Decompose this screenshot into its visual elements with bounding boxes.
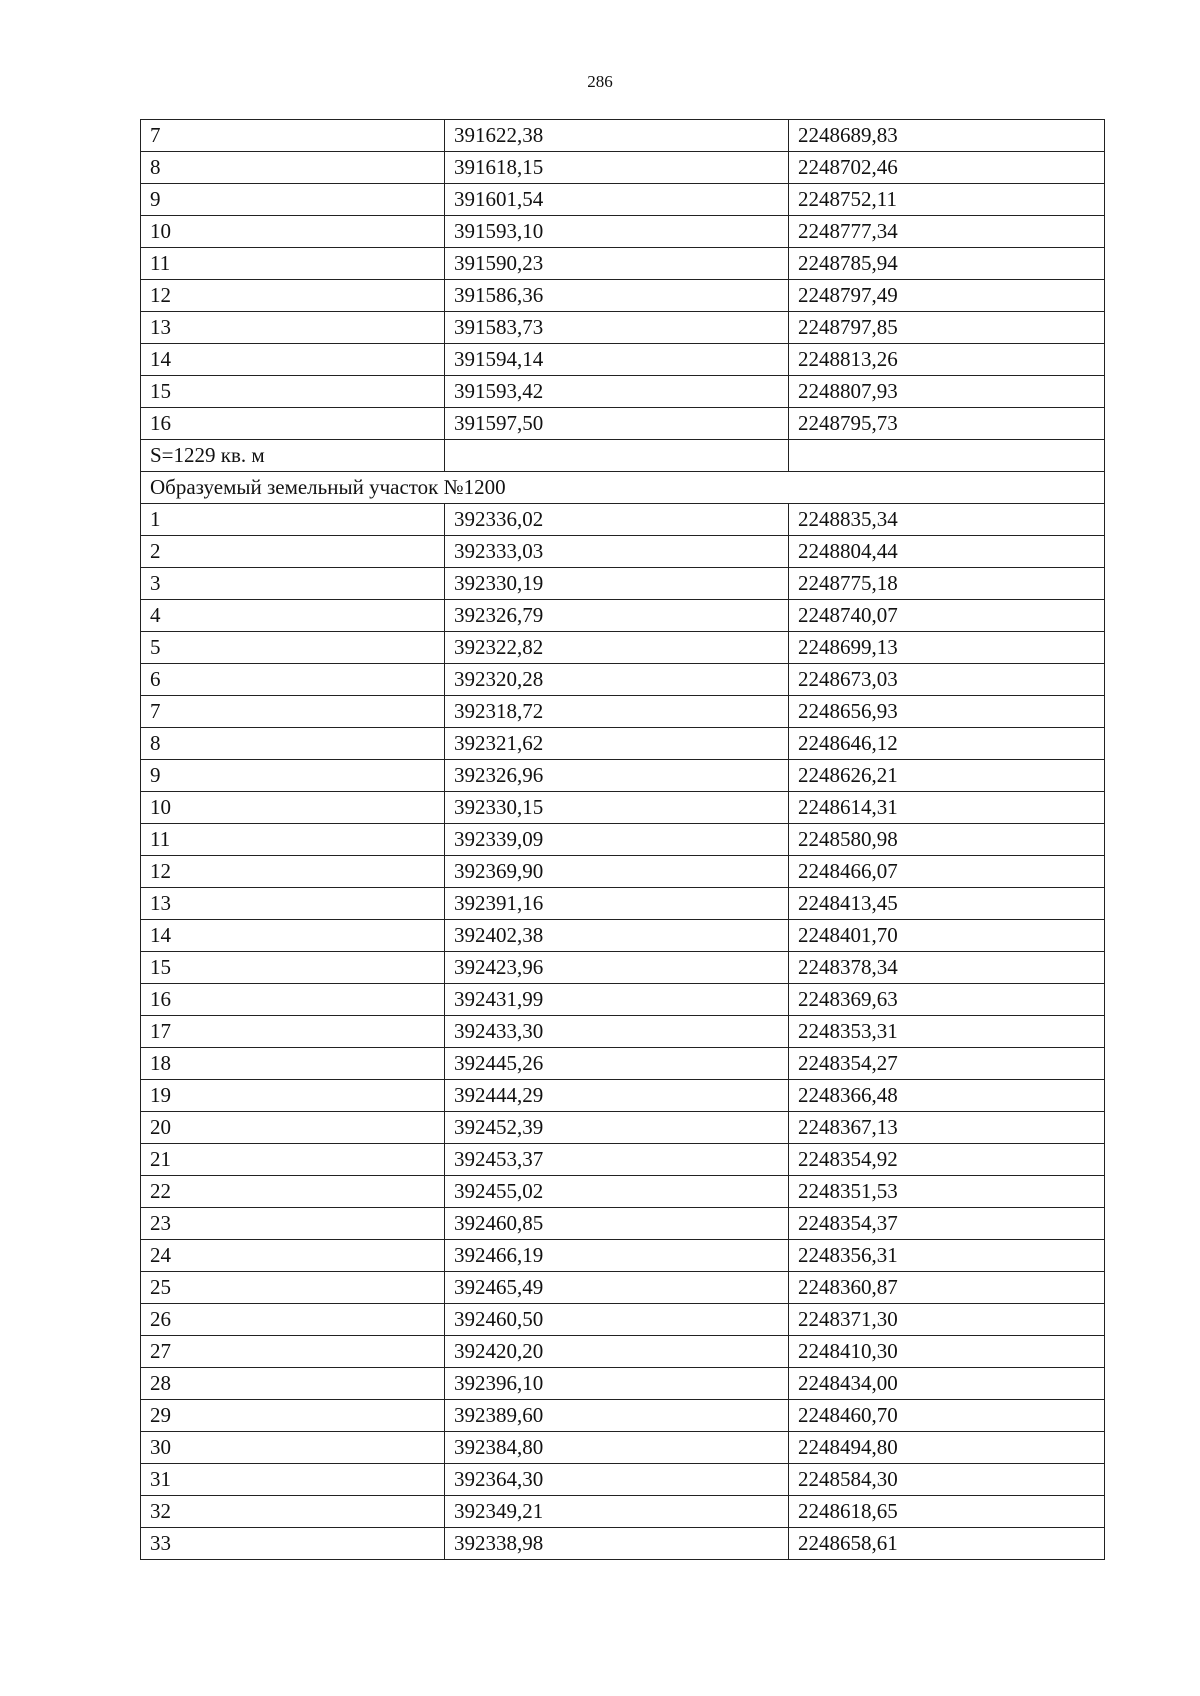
y-coordinate-cell: 2248371,30: [789, 1304, 1105, 1336]
y-coordinate-cell: 2248777,34: [789, 216, 1105, 248]
table-row: [141, 1176, 1105, 1208]
point-number-cell: 12: [141, 856, 445, 888]
y-coordinate-cell: 2248369,63: [789, 984, 1105, 1016]
point-number-cell: 19: [141, 1080, 445, 1112]
y-coordinate-cell: 2248626,21: [789, 760, 1105, 792]
point-number-cell: 13: [141, 888, 445, 920]
point-number-cell: 8: [141, 152, 445, 184]
point-number-cell: 15: [141, 952, 445, 984]
table-row: [141, 824, 1105, 856]
table-row: [141, 664, 1105, 696]
x-coordinate-cell: 392453,37: [445, 1144, 789, 1176]
x-coordinate-cell: 392455,02: [445, 1176, 789, 1208]
table-row: [141, 1432, 1105, 1464]
section-title: Образуемый земельный участок №1200: [141, 472, 1105, 504]
point-number-cell: 33: [141, 1528, 445, 1560]
x-coordinate-cell: 392391,16: [445, 888, 789, 920]
x-coordinate-cell: 392396,10: [445, 1368, 789, 1400]
x-coordinate-cell: 392326,96: [445, 760, 789, 792]
x-coordinate-cell: 392322,82: [445, 632, 789, 664]
table-row: [141, 728, 1105, 760]
y-coordinate-cell: 2248740,07: [789, 600, 1105, 632]
y-coordinate-cell: 2248797,85: [789, 312, 1105, 344]
table-row: [141, 632, 1105, 664]
x-coordinate-cell: 392423,96: [445, 952, 789, 984]
table-row: [141, 696, 1105, 728]
table-row: [141, 408, 1105, 440]
table-row: [141, 152, 1105, 184]
y-coordinate-cell: 2248354,27: [789, 1048, 1105, 1080]
table-row: [141, 1112, 1105, 1144]
x-coordinate-cell: 392338,98: [445, 1528, 789, 1560]
y-coordinate-cell: 2248614,31: [789, 792, 1105, 824]
y-coordinate-cell: 2248580,98: [789, 824, 1105, 856]
table-row: [141, 1368, 1105, 1400]
y-coordinate-cell: 2248466,07: [789, 856, 1105, 888]
point-number-cell: 1: [141, 504, 445, 536]
section-header-row: [141, 472, 1105, 504]
table-row: [141, 120, 1105, 152]
point-number-cell: 17: [141, 1016, 445, 1048]
point-number-cell: 6: [141, 664, 445, 696]
table-row: [141, 952, 1105, 984]
point-number-cell: 30: [141, 1432, 445, 1464]
point-number-cell: 31: [141, 1464, 445, 1496]
table-row: [141, 920, 1105, 952]
point-number-cell: 8: [141, 728, 445, 760]
table-row: [141, 536, 1105, 568]
x-coordinate-cell: [445, 440, 789, 472]
y-coordinate-cell: 2248795,73: [789, 408, 1105, 440]
x-coordinate-cell: 391597,50: [445, 408, 789, 440]
y-coordinate-cell: 2248702,46: [789, 152, 1105, 184]
x-coordinate-cell: 391593,42: [445, 376, 789, 408]
x-coordinate-cell: 391586,36: [445, 280, 789, 312]
x-coordinate-cell: 392420,20: [445, 1336, 789, 1368]
table-row: [141, 280, 1105, 312]
point-number-cell: 10: [141, 792, 445, 824]
table-row: [141, 888, 1105, 920]
point-number-cell: 3: [141, 568, 445, 600]
x-coordinate-cell: 392330,15: [445, 792, 789, 824]
point-number-cell: 7: [141, 696, 445, 728]
point-number-cell: 16: [141, 984, 445, 1016]
point-number-cell: 10: [141, 216, 445, 248]
point-number-cell: 2: [141, 536, 445, 568]
point-number-cell: 26: [141, 1304, 445, 1336]
x-coordinate-cell: 392320,28: [445, 664, 789, 696]
table-row: [141, 376, 1105, 408]
table-row: [141, 1144, 1105, 1176]
point-number-cell: 29: [141, 1400, 445, 1432]
y-coordinate-cell: 2248797,49: [789, 280, 1105, 312]
y-coordinate-cell: 2248366,48: [789, 1080, 1105, 1112]
coordinates-table-body: [141, 120, 1105, 1560]
y-coordinate-cell: 2248618,65: [789, 1496, 1105, 1528]
table-row: [141, 568, 1105, 600]
table-row: [141, 1048, 1105, 1080]
point-number-cell: 11: [141, 248, 445, 280]
table-row: [141, 1208, 1105, 1240]
point-number-cell: 13: [141, 312, 445, 344]
point-number-cell: S=1229 кв. м: [141, 440, 445, 472]
x-coordinate-cell: 391583,73: [445, 312, 789, 344]
point-number-cell: 14: [141, 344, 445, 376]
y-coordinate-cell: 2248378,34: [789, 952, 1105, 984]
x-coordinate-cell: 392318,72: [445, 696, 789, 728]
y-coordinate-cell: 2248353,31: [789, 1016, 1105, 1048]
point-number-cell: 15: [141, 376, 445, 408]
y-coordinate-cell: 2248835,34: [789, 504, 1105, 536]
x-coordinate-cell: 391622,38: [445, 120, 789, 152]
table-row: [141, 600, 1105, 632]
y-coordinate-cell: 2248658,61: [789, 1528, 1105, 1560]
x-coordinate-cell: 392460,50: [445, 1304, 789, 1336]
x-coordinate-cell: 391601,54: [445, 184, 789, 216]
y-coordinate-cell: 2248785,94: [789, 248, 1105, 280]
x-coordinate-cell: 392431,99: [445, 984, 789, 1016]
y-coordinate-cell: [789, 440, 1105, 472]
x-coordinate-cell: 392349,21: [445, 1496, 789, 1528]
point-number-cell: 12: [141, 280, 445, 312]
y-coordinate-cell: 2248813,26: [789, 344, 1105, 376]
table-row: [141, 856, 1105, 888]
table-row: [141, 1240, 1105, 1272]
y-coordinate-cell: 2248646,12: [789, 728, 1105, 760]
table-row: [141, 1272, 1105, 1304]
table-row: [141, 1496, 1105, 1528]
table-row: [141, 248, 1105, 280]
y-coordinate-cell: 2248699,13: [789, 632, 1105, 664]
x-coordinate-cell: 391590,23: [445, 248, 789, 280]
table-row: [141, 792, 1105, 824]
x-coordinate-cell: 392384,80: [445, 1432, 789, 1464]
x-coordinate-cell: 392433,30: [445, 1016, 789, 1048]
y-coordinate-cell: 2248775,18: [789, 568, 1105, 600]
point-number-cell: 5: [141, 632, 445, 664]
y-coordinate-cell: 2248807,93: [789, 376, 1105, 408]
point-number-cell: 20: [141, 1112, 445, 1144]
point-number-cell: 18: [141, 1048, 445, 1080]
y-coordinate-cell: 2248689,83: [789, 120, 1105, 152]
point-number-cell: 9: [141, 760, 445, 792]
x-coordinate-cell: 392321,62: [445, 728, 789, 760]
x-coordinate-cell: 392333,03: [445, 536, 789, 568]
y-coordinate-cell: 2248584,30: [789, 1464, 1105, 1496]
x-coordinate-cell: 392465,49: [445, 1272, 789, 1304]
x-coordinate-cell: 392402,38: [445, 920, 789, 952]
y-coordinate-cell: 2248413,45: [789, 888, 1105, 920]
x-coordinate-cell: 391593,10: [445, 216, 789, 248]
x-coordinate-cell: 392369,90: [445, 856, 789, 888]
coordinates-table: [140, 119, 1105, 1560]
y-coordinate-cell: 2248434,00: [789, 1368, 1105, 1400]
y-coordinate-cell: 2248356,31: [789, 1240, 1105, 1272]
point-number-cell: 25: [141, 1272, 445, 1304]
point-number-cell: 23: [141, 1208, 445, 1240]
x-coordinate-cell: 391594,14: [445, 344, 789, 376]
table-row: [141, 504, 1105, 536]
y-coordinate-cell: 2248410,30: [789, 1336, 1105, 1368]
table-row: [141, 1304, 1105, 1336]
table-row: [141, 1016, 1105, 1048]
point-number-cell: 24: [141, 1240, 445, 1272]
point-number-cell: 28: [141, 1368, 445, 1400]
table-row: [141, 1400, 1105, 1432]
y-coordinate-cell: 2248401,70: [789, 920, 1105, 952]
y-coordinate-cell: 2248673,03: [789, 664, 1105, 696]
x-coordinate-cell: 392364,30: [445, 1464, 789, 1496]
table-row: [141, 1080, 1105, 1112]
y-coordinate-cell: 2248360,87: [789, 1272, 1105, 1304]
y-coordinate-cell: 2248804,44: [789, 536, 1105, 568]
x-coordinate-cell: 392460,85: [445, 1208, 789, 1240]
x-coordinate-cell: 392444,29: [445, 1080, 789, 1112]
x-coordinate-cell: 392339,09: [445, 824, 789, 856]
x-coordinate-cell: 392445,26: [445, 1048, 789, 1080]
point-number-cell: 11: [141, 824, 445, 856]
page-number: 286: [587, 72, 613, 91]
x-coordinate-cell: 392452,39: [445, 1112, 789, 1144]
x-coordinate-cell: 391618,15: [445, 152, 789, 184]
point-number-cell: 9: [141, 184, 445, 216]
y-coordinate-cell: 2248354,37: [789, 1208, 1105, 1240]
x-coordinate-cell: 392330,19: [445, 568, 789, 600]
y-coordinate-cell: 2248351,53: [789, 1176, 1105, 1208]
point-number-cell: 32: [141, 1496, 445, 1528]
table-row: [141, 184, 1105, 216]
x-coordinate-cell: 392336,02: [445, 504, 789, 536]
point-number-cell: 4: [141, 600, 445, 632]
point-number-cell: 16: [141, 408, 445, 440]
point-number-cell: 7: [141, 120, 445, 152]
point-number-cell: 14: [141, 920, 445, 952]
y-coordinate-cell: 2248460,70: [789, 1400, 1105, 1432]
point-number-cell: 21: [141, 1144, 445, 1176]
y-coordinate-cell: 2248367,13: [789, 1112, 1105, 1144]
point-number-cell: 22: [141, 1176, 445, 1208]
x-coordinate-cell: 392466,19: [445, 1240, 789, 1272]
table-row: [141, 344, 1105, 376]
table-row: [141, 312, 1105, 344]
y-coordinate-cell: 2248354,92: [789, 1144, 1105, 1176]
y-coordinate-cell: 2248656,93: [789, 696, 1105, 728]
y-coordinate-cell: 2248494,80: [789, 1432, 1105, 1464]
x-coordinate-cell: 392326,79: [445, 600, 789, 632]
table-row: [141, 216, 1105, 248]
table-row: [141, 1464, 1105, 1496]
table-row: [141, 760, 1105, 792]
table-row: [141, 984, 1105, 1016]
y-coordinate-cell: 2248752,11: [789, 184, 1105, 216]
table-row: [141, 1528, 1105, 1560]
x-coordinate-cell: 392389,60: [445, 1400, 789, 1432]
table-row: [141, 440, 1105, 472]
table-row: [141, 1336, 1105, 1368]
point-number-cell: 27: [141, 1336, 445, 1368]
